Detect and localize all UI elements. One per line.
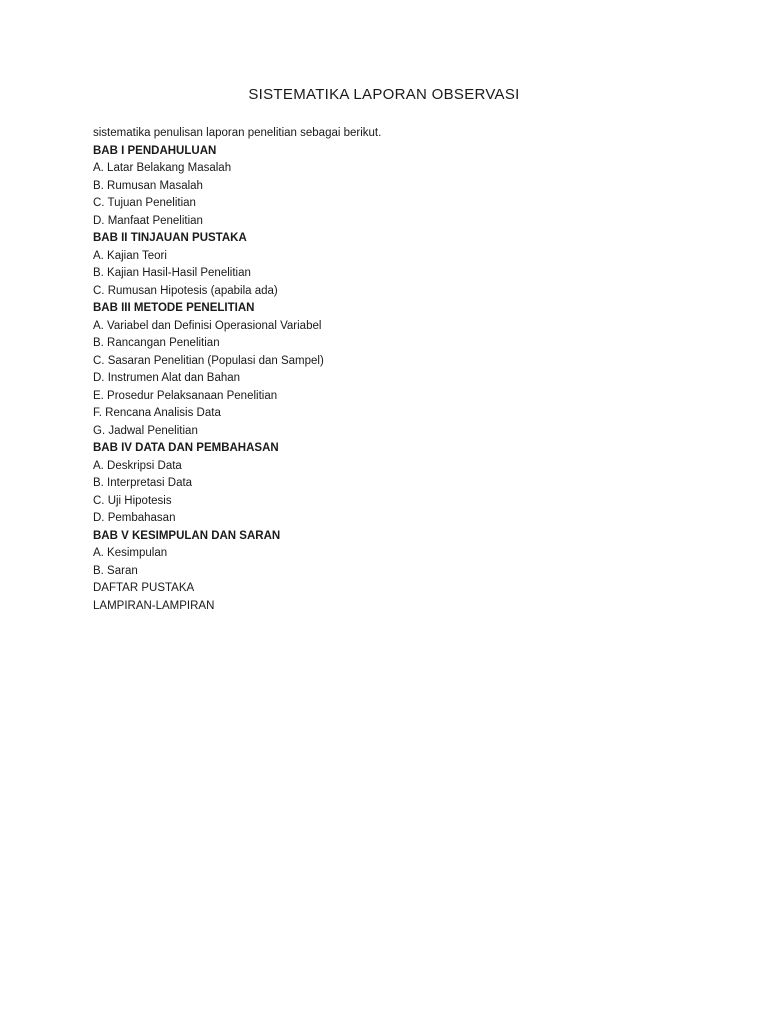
lampiran: LAMPIRAN-LAMPIRAN: [93, 599, 215, 612]
list-item: B. Rancangan Penelitian: [93, 337, 220, 349]
section-bab-3: [93, 300, 693, 440]
list-item: G. Jadwal Penelitian: [93, 424, 198, 437]
list-item: D. Pembahasan: [93, 512, 176, 524]
section-bab-1: [93, 143, 693, 231]
list-item: B. Rumusan Masalah: [93, 179, 203, 192]
list-item: C. Tujuan Penelitian: [93, 197, 196, 209]
section-heading: BAB V KESIMPULAN DAN SARAN: [93, 529, 281, 542]
list-item: A. Kesimpulan: [93, 547, 168, 559]
list-item: C. Uji Hipotesis: [93, 494, 172, 507]
list-item: F. Rencana Analisis Data: [93, 407, 221, 419]
document-body: [93, 125, 693, 615]
intro-text: sistematika penulisan laporan penelitian sebagai berikut.: [93, 127, 382, 139]
list-item: B. Kajian Hasil-Hasil Penelitian: [93, 267, 251, 279]
section-heading: BAB IV DATA DAN PEMBAHASAN: [93, 442, 279, 454]
section-heading: BAB I PENDAHULUAN: [93, 144, 217, 157]
list-item: D. Manfaat Penelitian: [93, 214, 203, 227]
list-item: A. Deskripsi Data: [93, 459, 182, 472]
list-item: D. Instrumen Alat dan Bahan: [93, 372, 241, 384]
section-bab-5: [93, 528, 693, 581]
section-bab-4: [93, 440, 693, 528]
section-bab-2: [93, 230, 693, 300]
list-item: B. Saran: [93, 564, 138, 577]
list-item: B. Interpretasi Data: [93, 477, 193, 489]
list-item: E. Prosedur Pelaksanaan Penelitian: [93, 389, 278, 402]
list-item: C. Rumusan Hipotesis (apabila ada): [93, 284, 278, 297]
closing-section: [93, 580, 693, 615]
document-title: SISTEMATIKA LAPORAN OBSERVASI: [248, 86, 520, 103]
list-item: A. Variabel dan Definisi Operasional Variabel: [93, 319, 322, 332]
list-item: A. Latar Belakang Masalah: [93, 162, 232, 174]
list-item: A. Kajian Teori: [93, 249, 167, 262]
section-heading: BAB II TINJAUAN PUSTAKA: [93, 232, 247, 244]
list-item: C. Sasaran Penelitian (Populasi dan Sampel): [93, 354, 324, 367]
section-heading: BAB III METODE PENELITIAN: [93, 302, 255, 314]
daftar-pustaka: DAFTAR PUSTAKA: [93, 582, 195, 594]
